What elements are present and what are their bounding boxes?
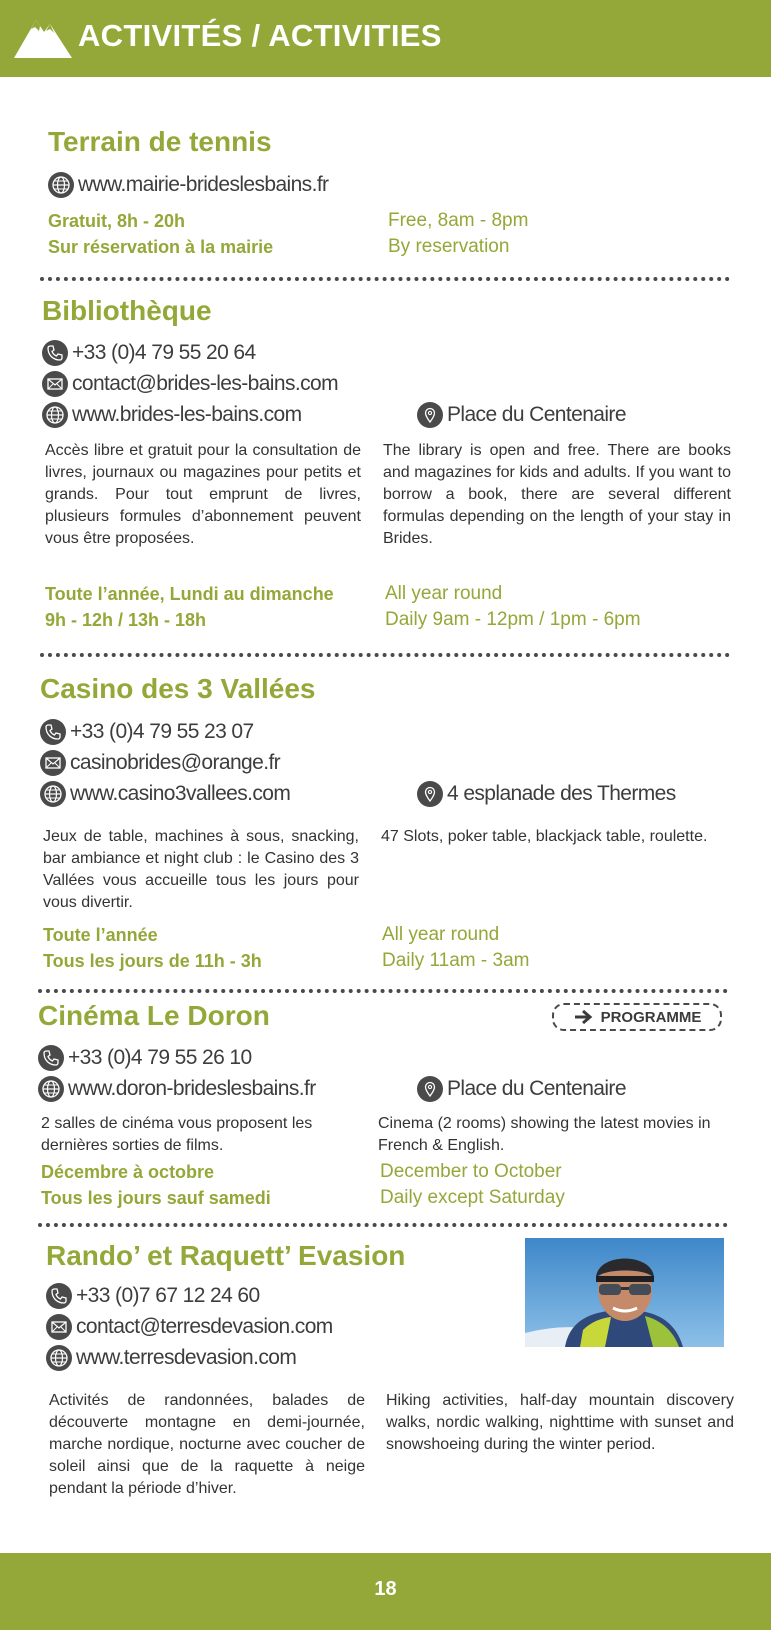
tennis-website-text: www.mairie-brideslesbains.fr [78, 173, 329, 196]
rando-description-fr: Activités de randonnées, balades de découverte montagne en demi-journée, marche nordique, nocturne avec coucher de soleil ainsi que de la raquette à neige pendant la période d’hiver. [49, 1392, 365, 1497]
tennis-hours-fr-1: Gratuit, 8h - 20h [48, 211, 186, 231]
casino-website-text: www.casino3vallees.com [70, 782, 291, 805]
casino-phone[interactable] [40, 719, 254, 745]
location-icon [417, 1076, 443, 1102]
cinema-hours-fr-1: Décembre à octobre [41, 1162, 215, 1182]
globe-icon [40, 781, 66, 807]
tennis-website[interactable] [48, 172, 328, 198]
cinema-hours-en-1: December to October [380, 1161, 562, 1182]
library-website-text: www.brides-les-bains.com [72, 403, 302, 426]
tennis-hours-en-1: Free, 8am - 8pm [388, 210, 529, 231]
page-title: ACTIVITÉS / ACTIVITIES [78, 18, 442, 53]
cinema-description-fr: 2 salles de cinéma vous proposent les dernières sorties de films. [41, 1115, 313, 1154]
globe-icon [42, 402, 68, 428]
arrow-right-icon [573, 1009, 595, 1025]
casino-hours-en-2: Daily 11am - 3am [382, 950, 530, 971]
cinema-website[interactable] [38, 1076, 316, 1102]
mountain-icon [14, 14, 72, 58]
casino-phone-text: +33 (0)4 79 55 23 07 [70, 720, 254, 743]
globe-icon [38, 1076, 64, 1102]
cinema-website-text: www.doron-brideslesbains.fr [68, 1077, 316, 1100]
casino-email-text: casinobrides@orange.fr [70, 751, 281, 774]
library-description-en: The library is open and free. There are books and magazines for kids and adults. If you want to borrow a book, there are several different formulas depending on the length of your stay in Brides. [383, 442, 731, 547]
rando-email-text: contact@terresdevasion.com [76, 1315, 333, 1338]
rando-email[interactable] [46, 1314, 333, 1340]
programme-button[interactable] [552, 1003, 722, 1031]
library-description-fr: Accès libre et gratuit pour la consultation de livres, journaux ou magazines pour petits et grands. Pour tout emprunt de livres, plusieurs formules d’abonnement peuvent vous être proposées. [45, 442, 361, 547]
library-hours-en-2: Daily 9am - 12pm / 1pm - 6pm [385, 609, 641, 630]
cinema-hours-en-2: Daily except Saturday [380, 1187, 565, 1208]
tennis-title: Terrain de tennis [48, 126, 272, 157]
rando-description-en: Hiking activities, half-day mountain discovery walks, nordic walking, nighttime with sunset and snowshoeing during the winter period. [386, 1392, 734, 1453]
tennis-hours-fr-2: Sur réservation à la mairie [48, 237, 274, 257]
programme-button-label: PROGRAMME [600, 1008, 702, 1026]
section-divider [38, 1223, 728, 1227]
casino-address-text: 4 esplanade des Thermes [447, 782, 676, 805]
library-address [417, 402, 626, 428]
library-address-text: Place du Centenaire [447, 403, 626, 426]
casino-hours-fr-1: Toute l’année [43, 925, 158, 945]
guide-photo [525, 1238, 724, 1347]
page-number: 18 [374, 1578, 397, 1600]
casino-hours-en-1: All year round [382, 924, 500, 945]
cinema-phone-text: +33 (0)4 79 55 26 10 [68, 1046, 252, 1069]
library-email[interactable] [42, 371, 338, 397]
phone-icon [40, 719, 66, 745]
globe-icon [48, 172, 74, 198]
cinema-hours-fr-2: Tous les jours sauf samedi [41, 1188, 271, 1208]
library-hours-fr-2: 9h - 12h / 13h - 18h [45, 610, 207, 630]
library-hours-fr-1: Toute l’année, Lundi au dimanche [45, 584, 334, 604]
library-title: Bibliothèque [42, 295, 212, 326]
section-divider [40, 653, 730, 657]
phone-icon [46, 1283, 72, 1309]
rando-phone[interactable] [46, 1283, 260, 1309]
cinema-title: Cinéma Le Doron [38, 1000, 270, 1031]
casino-email[interactable] [40, 750, 280, 776]
location-icon [417, 781, 443, 807]
cinema-address-text: Place du Centenaire [447, 1077, 626, 1100]
library-phone-text: +33 (0)4 79 55 20 64 [72, 341, 256, 364]
casino-hours-fr-2: Tous les jours de 11h - 3h [43, 951, 262, 971]
location-icon [417, 402, 443, 428]
cinema-address [417, 1076, 626, 1102]
section-divider [40, 277, 730, 281]
phone-icon [42, 340, 68, 366]
tennis-hours-en-2: By reservation [388, 236, 510, 257]
rando-phone-text: +33 (0)7 67 12 24 60 [76, 1284, 260, 1307]
mail-icon [42, 371, 68, 397]
casino-description-fr: Jeux de table, machines à sous, snacking, bar ambiance et night club : le Casino des 3 Vallées vous accueille tous les jours pour vous divertir. [43, 828, 359, 911]
library-email-text: contact@brides-les-bains.com [72, 372, 338, 395]
section-divider [38, 989, 728, 993]
library-phone[interactable] [42, 340, 256, 366]
mail-icon [46, 1314, 72, 1340]
rando-website-text: www.terresdevasion.com [76, 1346, 297, 1369]
rando-website[interactable] [46, 1345, 296, 1371]
casino-website[interactable] [40, 781, 290, 807]
library-website[interactable] [42, 402, 302, 428]
cinema-phone[interactable] [38, 1045, 252, 1071]
cinema-description-en: Cinema (2 rooms) showing the latest movies in French & English. [378, 1115, 711, 1154]
library-hours-en-1: All year round [385, 583, 503, 604]
casino-description-en: 47 Slots, poker table, blackjack table, roulette. [381, 828, 708, 845]
phone-icon [38, 1045, 64, 1071]
casino-title: Casino des 3 Vallées [40, 673, 316, 704]
casino-address [417, 781, 676, 807]
rando-title: Rando’ et Raquett’ Evasion [46, 1240, 406, 1271]
globe-icon [46, 1345, 72, 1371]
mail-icon [40, 750, 66, 776]
